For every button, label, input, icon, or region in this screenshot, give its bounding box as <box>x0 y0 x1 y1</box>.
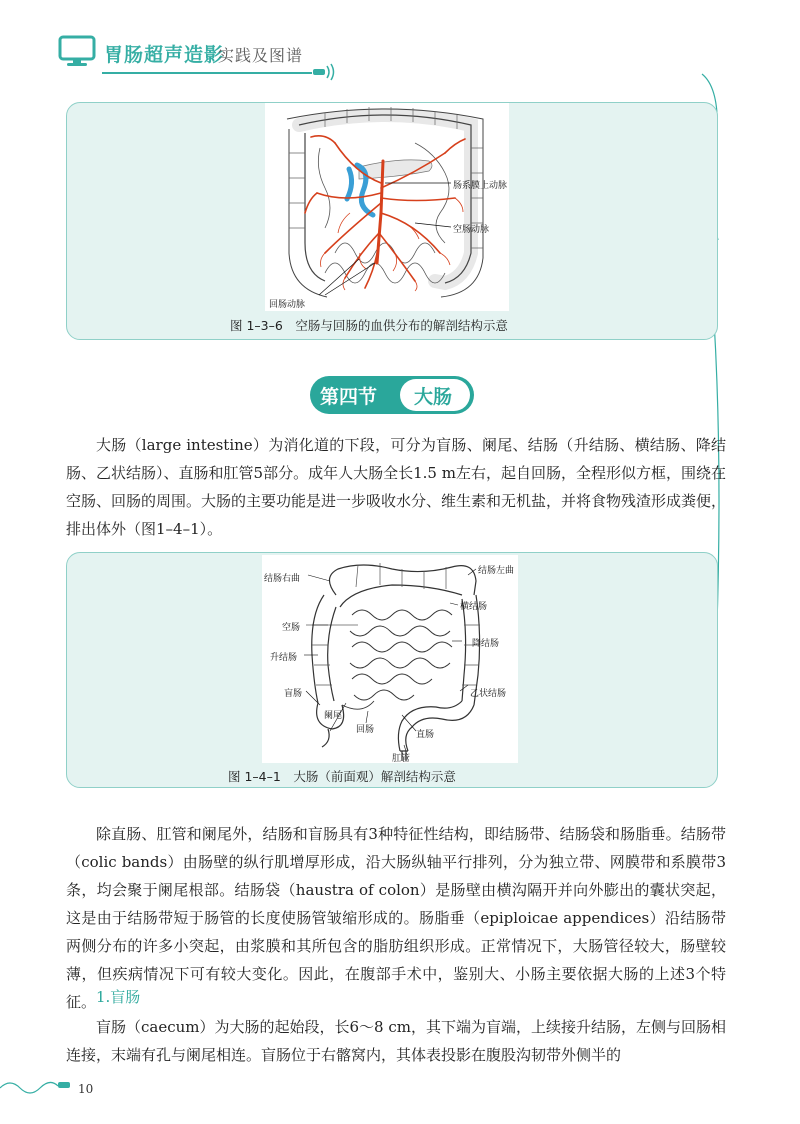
section-number: 第四节 <box>320 386 378 408</box>
label-ileal-artery: 回肠动脉 <box>269 300 306 310</box>
label-jejunum: 空肠 <box>282 623 301 633</box>
label-sigmoid-colon: 乙状结肠 <box>470 689 507 699</box>
label-jejunal-artery: 空肠动脉 <box>453 225 490 235</box>
label-rectum: 直肠 <box>416 730 435 740</box>
label-ascending-colon: 升结肠 <box>270 653 298 663</box>
paragraph-colon-features: 除直肠、肛管和阑尾外，结肠和盲肠具有3种特征性结构，即结肠带、结肠袋和肠脂垂。结肠带（colic bands）由肠壁的纵行肌增厚形成，沿大肠纵轴平行排列，分为独立带、网膜带和系膜带3条，均会聚于阑尾根部。结肠袋（haustra of colon）是肠壁由横沟隔开并向外膨出的囊状突起，这是由于结肠带短于肠管的长度使肠管皱缩形成的。肠脂垂（epiploicae appendices）沿结肠带两侧分布的许多小突起，由浆膜和其所包含的脂肪组织形成。正常情况下，大肠管径较大，肠壁较薄，但疾病情况下可有较大变化。因此，在腹部手术中，鉴别大、小肠主要依据大肠的上述3个特征。 <box>66 825 726 1011</box>
large-intestine-anatomy-illustration <box>262 555 518 763</box>
subsection-heading: 1.盲肠 <box>96 988 141 1006</box>
header-rule <box>102 72 312 74</box>
label-descending-colon: 降结肠 <box>472 639 500 649</box>
figure-2-image <box>262 555 518 763</box>
paragraph-large-intestine-intro: 大肠（large intestine）为消化道的下段，可分为盲肠、阑尾、结肠（升结肠、横结肠、降结肠、乙状结肠）、直肠和肛管5部分。成年人大肠全长1.5 m左右，起自回肠，全程形似方框，围绕在空肠、回肠的周围。大肠的主要功能是进一步吸收水分、维生素和无机盐，并将食物残渣形成粪便，排出体外（图1–4–1）。 <box>66 436 727 538</box>
book-subtitle: 实践及图谱 <box>218 46 304 65</box>
book-title: 胃肠超声造影 <box>104 44 225 66</box>
label-transverse-colon: 横结肠 <box>460 602 488 612</box>
label-ileum: 回肠 <box>356 725 375 735</box>
label-anal-canal: 肛管 <box>392 754 411 764</box>
footer-wave-decoration <box>0 1070 80 1100</box>
figure-1-caption: 图 1–3–6 空肠与回肠的血供分布的解剖结构示意 <box>230 318 508 333</box>
figure-2-caption: 图 1–4–1 大肠（前面观）解剖结构示意 <box>228 769 456 784</box>
paragraph-caecum: 盲肠（caecum）为大肠的起始段，长6～8 cm，其下端为盲端，上续接升结肠，左侧与回肠相连接，末端有孔与阑尾相连。盲肠位于右髂窝内，其体表投影在腹股沟韧带外侧半的 <box>66 1018 726 1064</box>
monitor-icon <box>58 34 98 68</box>
ultrasound-probe-icon <box>312 62 338 82</box>
figure-1-image <box>265 103 509 311</box>
section-title: 大肠 <box>414 386 453 408</box>
page-number: 10 <box>78 1082 94 1096</box>
label-superior-mesenteric-artery: 肠系膜上动脉 <box>453 181 508 191</box>
small-intestine-blood-supply-illustration <box>265 103 509 311</box>
label-left-colic-flexure: 结肠左曲 <box>478 566 515 576</box>
label-appendix: 阑尾 <box>324 711 343 721</box>
label-cecum: 盲肠 <box>284 689 303 699</box>
label-right-colic-flexure: 结肠右曲 <box>264 574 301 584</box>
